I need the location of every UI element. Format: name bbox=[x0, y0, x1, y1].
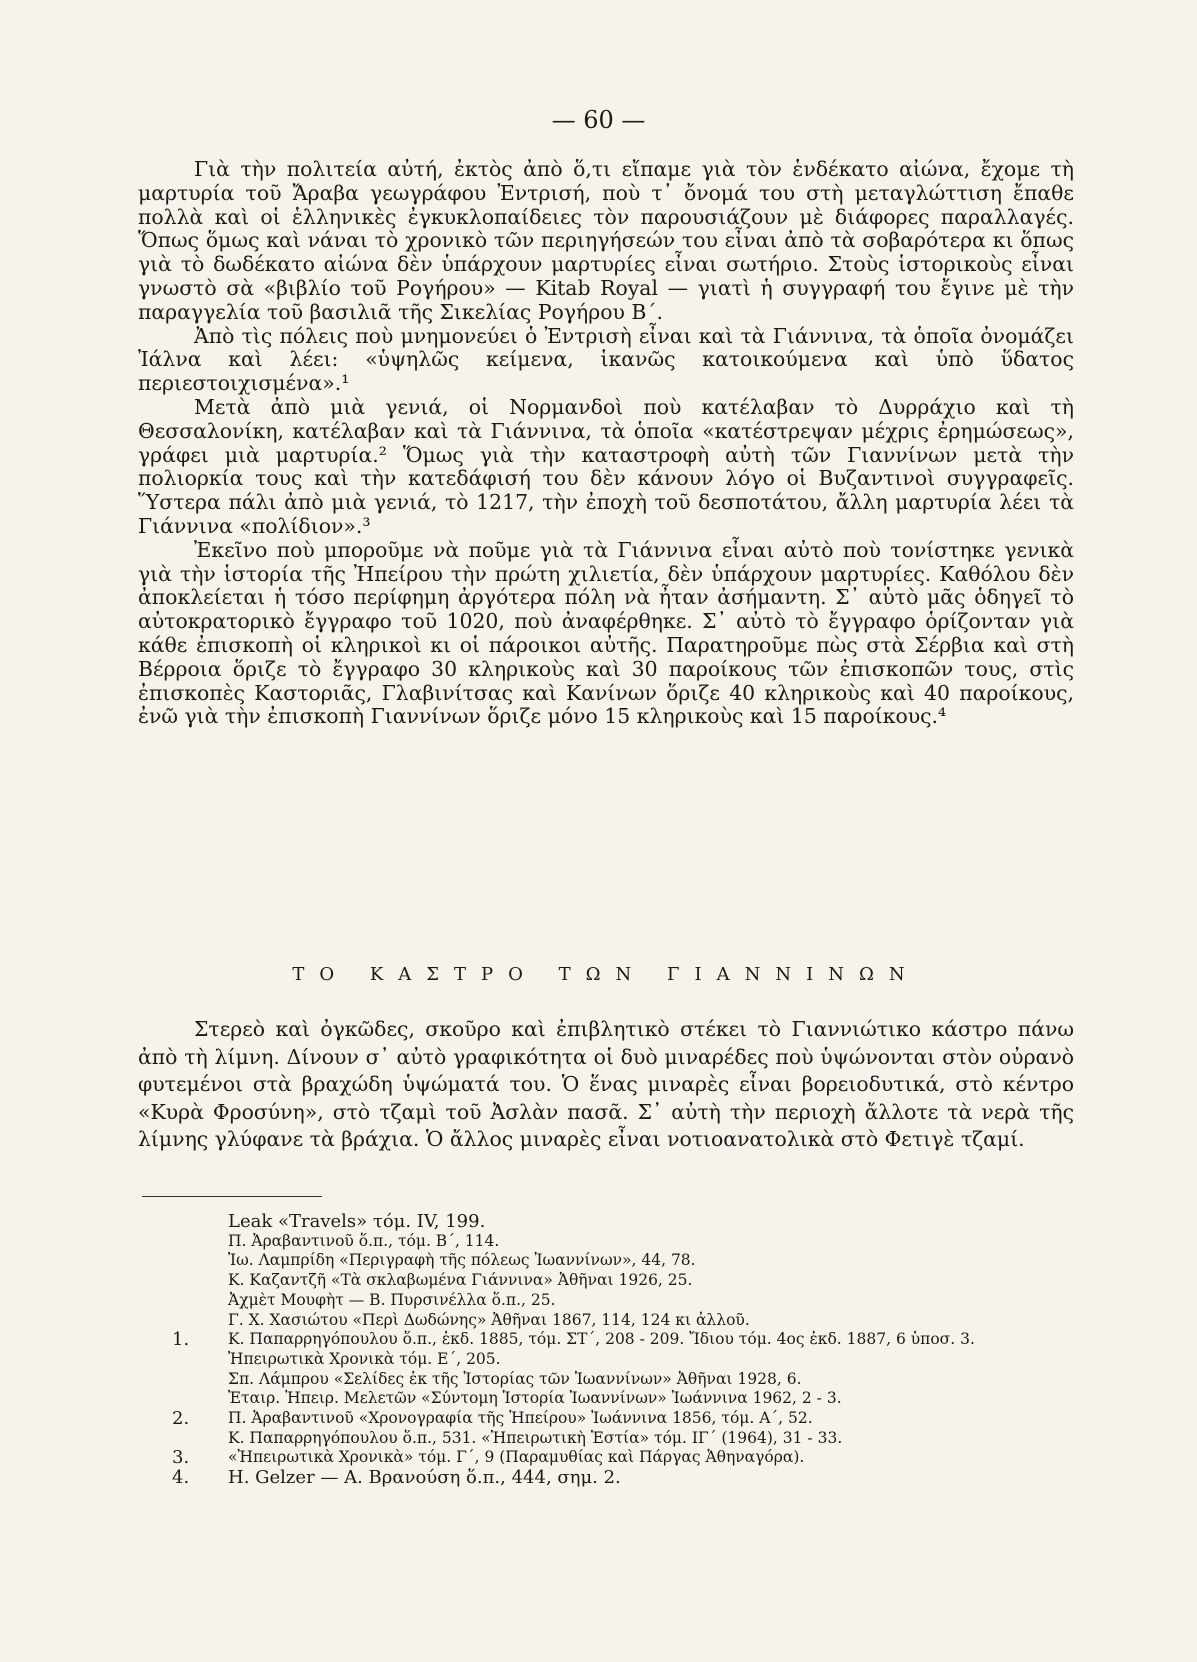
footnote-line bbox=[172, 1350, 1072, 1370]
footnote-text: Κ. Καζαντζῆ «Τὰ σκλαβωμένα Γιάννινα» Ἀθῆναι 1926, 25. bbox=[228, 1271, 693, 1290]
footnote-divider bbox=[142, 1196, 322, 1197]
paragraph: Ἐκεῖνο ποὺ μποροῦμε νὰ ποῦμε γιὰ τὰ Γιάννινα εἶναι αὐτὸ ποὺ τονίστηκε γενικὰ γιὰ τὴν ἱστορία τῆς Ἠπείρου τὴν πρώτη χιλιετία, δὲν ὑπάρχουν μαρτυρίες. Καθόλου δὲν ἀποκλείεται ἡ τόσο περίφημη ἀργότερα πόλη νὰ ἦταν ἀσήμαντη. Σ᾽ αὐτὸ μᾶς ὁδηγεῖ τὸ αὐτοκρατορικὸ ἔγγραφο τοῦ 1020, ποὺ ἀναφέρθηκε. Σ᾽ αὐτὸ τὸ ἔγγραφο ὁρίζονταν γιὰ κάθε ἐπισκοπὴ οἱ κληρικοὶ κι οἱ πάροικοι αὐτῆς. Παρατηροῦμε πὼς στὰ Σέρβια καὶ στὴ Βέρροια ὅριζε τὸ ἔγγραφο 30 κληρικοὺς καὶ 30 παροίκους τῶν ἐπισκοπῶν τους, στὶς ἐπισκοπὲς Καστοριᾶς, Γλαβινίτσας καὶ Κανίνων ὅριζε 40 κληρικοὺς καὶ 40 παροίκους, ἐνῶ γιὰ τὴν ἐπισκοπὴ Γιαννίνων ὅριζε μόνο 15 κληρικοὺς καὶ 15 παροίκους.⁴ bbox=[138, 537, 1074, 729]
footnote-line bbox=[172, 1409, 1072, 1429]
paragraph: Μετὰ ἀπὸ μιὰ γενιά, οἱ Νορμανδοὶ ποὺ κατέλαβαν τὸ Δυρράχιο καὶ τὴ Θεσσαλονίκη, κατέλαβαν καὶ τὰ Γιάννινα, τὰ ὁποῖα «κατέστρεψαν μέχρις ἐρημώσεως», γράφει μιὰ μαρτυρία.² Ὅμως γιὰ τὴν καταστροφὴ αὐτὴ τῶν Γιαννίνων μετὰ τὴν πολιορκία τους καὶ τὴν κατεδάφισή του δὲν κάνουν λόγο οἱ Βυζαντινοὶ συγγραφεῖς. Ὕστερα πάλι ἀπὸ μιὰ γενιά, τὸ 1217, τὴν ἐποχὴ τοῦ δεσποτάτου, ἄλλη μαρτυρία λέει τὰ Γιάννινα «πολίδιον».³ bbox=[138, 394, 1074, 538]
footnote-text: «Ἠπειρωτικὰ Χρονικὰ» τόμ. Γ΄, 9 (Παραμυθίας καὶ Πάργας Ἀθηναγόρα). bbox=[228, 1448, 805, 1467]
footnote-line bbox=[172, 1311, 1072, 1331]
footnote-text: Ἑταιρ. Ἠπειρ. Μελετῶν «Σύντομη Ἱστορία Ἰωαννίνων» Ἰωάννινα 1962, 2 - 3. bbox=[228, 1389, 842, 1408]
section-title: ΤΟ ΚΑΣΤΡΟ ΤΩΝ ΓΙΑΝΝΙΝΩΝ bbox=[292, 964, 920, 985]
footnote-text: Ἠπειρωτικὰ Χρονικὰ τόμ. Ε΄, 205. bbox=[228, 1349, 501, 1368]
footnote-text: Κ. Παπαρρηγόπουλου ὅ.π., 531. «Ἠπειρωτικὴ Ἑστία» τόμ. ΙΓ΄ (1964), 31 - 33. bbox=[228, 1428, 843, 1447]
footnote-text: H. Gelzer — Α. Βρανούση ὅ.π., 444, σημ. 2. bbox=[228, 1467, 621, 1489]
footnote-text: Κ. Παπαρρηγόπουλου ὅ.π., ἐκδ. 1885, τόμ. ΣΤ΄, 208 - 209. Ἴδιου τόμ. 4ος ἐκδ. 1887, 6 ὑποσ. 3. bbox=[228, 1330, 975, 1349]
paragraph: Ἀπὸ τὶς πόλεις ποὺ μνημονεύει ὁ Ἐντρισὴ εἶναι καὶ τὰ Γιάννινα, τὰ ὁποῖα ὀνομάζει Ἰάλνα καὶ λέει: «ὑψηλῶς κείμενα, ἱκανῶς κατοικούμενα καὶ ὑπὸ ὕδατος περιεστοιχισμένα».¹ bbox=[138, 323, 1074, 396]
footnote-line bbox=[172, 1291, 1072, 1311]
footnote-number: 1. bbox=[172, 1329, 190, 1351]
footnotes bbox=[172, 1212, 1072, 1488]
footnote-line bbox=[172, 1389, 1072, 1409]
footnote-text: Π. Ἀραβαντινοῦ «Χρονογραφία τῆς Ἠπείρου» Ἰωάννινα 1856, τόμ. Α΄, 52. bbox=[228, 1409, 813, 1428]
footnote-text: Π. Ἀραβαντινοῦ ὅ.π., τόμ. Β΄, 114. bbox=[228, 1231, 500, 1250]
paragraph: Γιὰ τὴν πολιτεία αὐτή, ἐκτὸς ἀπὸ ὅ,τι εἴπαμε γιὰ τὸν ἑνδέκατο αἰώνα, ἔχομε τὴ μαρτυρία τοῦ Ἄραβα γεωγράφου Ἐντρισή, ποὺ τ᾽ ὄνομά του στὴ μεταγλώττιση ἔπαθε πολλὰ καὶ οἱ ἑλληνικὲς ἐγκυκλοπαίδειες τὸν παρουσιάζουν μὲ διάφορες παραλλαγές. Ὅπως ὅμως καὶ νάναι τὸ χρονικὸ τῶν περιηγήσεών του εἶναι ἀπὸ τὰ σοβαρότερα κι ὅπως γιὰ τὸ δωδέκατο αἰώνα δὲν ὑπάρχουν μαρτυρίες εἶναι σωτήριο. Στοὺς ἱστορικοὺς εἶναι γνωστὸ σὰ «βιβλίο τοῦ Ρογήρου» — Kitab Royal — γιατὶ ἡ συγγραφή του ἔγινε μὲ τὴν παραγγελία τοῦ βασιλιᾶ τῆς Σικελίας Ρογήρου Β΄. bbox=[138, 157, 1074, 324]
footnote-line bbox=[172, 1330, 1072, 1350]
footnote-text: Γ. Χ. Χασιώτου «Περὶ Δωδώνης» Ἀθῆναι 1867, 114, 124 κι ἀλλοῦ. bbox=[228, 1310, 750, 1329]
footnote-line bbox=[172, 1232, 1072, 1252]
footnote-line bbox=[172, 1271, 1072, 1291]
footnote-line bbox=[172, 1468, 1072, 1488]
paragraph: Στερεὸ καὶ ὀγκῶδες, σκοῦρο καὶ ἐπιβλητικὸ στέκει τὸ Γιαννιώτικο κάστρο πάνω ἀπὸ τὴ λίμνη. Δίνουν σ᾽ αὐτὸ γραφικότητα οἱ δυὸ μιναρέδες ποὺ ὑψώνονται στὸν οὐρανὸ φυτεμένοι στὰ βραχώδη ὑψώματά του. Ὁ ἕνας μιναρὲς εἶναι βορειοδυτικά, στὸ κέντρο «Κυρὰ Φροσύνη», στὸ τζαμὶ τοῦ Ἀσλὰν πασᾶ. Σ᾽ αὐτὴ τὴν περιοχὴ ἄλλοτε τὰ νερὰ τῆς λίμνης γλύφανε τὰ βράχια. Ὁ ἄλλος μιναρὲς εἶναι νοτιοανατολικὰ στὸ Φετιγὲ τζαμί. bbox=[138, 1017, 1074, 1152]
footnote-line bbox=[172, 1448, 1072, 1468]
section-text bbox=[138, 1016, 1074, 1154]
footnote-line bbox=[172, 1429, 1072, 1449]
footnote-number: 2. bbox=[172, 1408, 190, 1430]
footnote-line bbox=[172, 1212, 1072, 1232]
footnote-line bbox=[172, 1370, 1072, 1390]
page-number: — 60 — bbox=[551, 106, 646, 134]
footnote-text: Ἰω. Λαμπρίδη «Περιγραφὴ τῆς πόλεως Ἰωαννίνων», 44, 78. bbox=[228, 1251, 696, 1270]
footnote-text: Ἀχμὲτ Μουφὴτ — Β. Πυρσινέλλα ὅ.π., 25. bbox=[228, 1290, 556, 1309]
main-text bbox=[138, 158, 1074, 729]
footnote-number: 4. bbox=[172, 1467, 190, 1489]
footnote-text: Leak «Travels» τόμ. IV, 199. bbox=[228, 1211, 486, 1232]
footnote-line bbox=[172, 1251, 1072, 1271]
footnote-text: Σπ. Λάμπρου «Σελίδες ἐκ τῆς Ἱστορίας τῶν Ἰωαννίνων» Ἀθῆναι 1928, 6. bbox=[228, 1369, 802, 1388]
footnote-number: 3. bbox=[172, 1447, 190, 1469]
